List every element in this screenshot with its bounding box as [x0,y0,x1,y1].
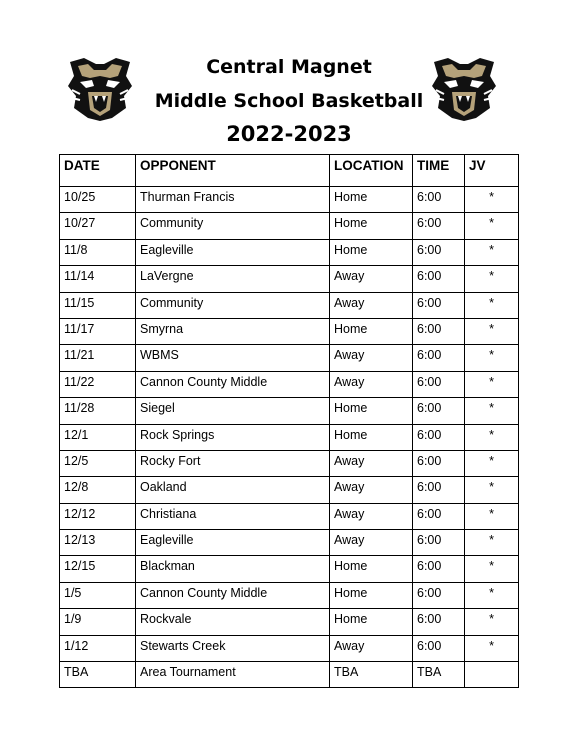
cell-date: 12/1 [60,424,136,450]
table-header-row [60,155,519,187]
cell-jv: * [465,398,519,424]
table-row [60,582,519,608]
cell-opponent: Community [136,292,330,318]
cell-jv: * [465,424,519,450]
cell-time: 6:00 [413,292,465,318]
cell-time: 6:00 [413,450,465,476]
cell-time: 6:00 [413,635,465,661]
cell-time: TBA [413,662,465,688]
cell-date: 10/27 [60,213,136,239]
cell-jv: * [465,635,519,661]
cell-jv [465,662,519,688]
cell-location: Away [330,503,413,529]
table-row [60,450,519,476]
table-row [60,503,519,529]
table-row [60,345,519,371]
column-header-jv: JV [465,155,519,187]
cell-time: 6:00 [413,345,465,371]
cell-opponent: Christiana [136,503,330,529]
cell-time: 6:00 [413,424,465,450]
cell-location: Home [330,609,413,635]
table-row [60,424,519,450]
cell-date: 11/21 [60,345,136,371]
cell-date: 11/28 [60,398,136,424]
cell-time: 6:00 [413,582,465,608]
cell-date: TBA [60,662,136,688]
cell-location: Home [330,582,413,608]
cell-jv: * [465,450,519,476]
cell-location: Away [330,371,413,397]
cell-location: Home [330,556,413,582]
cell-date: 11/17 [60,318,136,344]
table-row [60,556,519,582]
cell-date: 12/5 [60,450,136,476]
cell-date: 10/25 [60,187,136,213]
cell-date: 1/12 [60,635,136,661]
cell-date: 11/14 [60,266,136,292]
cell-opponent: WBMS [136,345,330,371]
cell-time: 6:00 [413,609,465,635]
cell-jv: * [465,213,519,239]
cell-location: Away [330,292,413,318]
cell-opponent: Eagleville [136,530,330,556]
cell-time: 6:00 [413,530,465,556]
cell-jv: * [465,292,519,318]
cell-location: Away [330,450,413,476]
cell-opponent: Thurman Francis [136,187,330,213]
cell-jv: * [465,477,519,503]
cell-time: 6:00 [413,187,465,213]
cell-location: Away [330,477,413,503]
cell-date: 11/8 [60,239,136,265]
cell-date: 1/9 [60,609,136,635]
schedule-table [59,154,519,688]
cell-date: 12/8 [60,477,136,503]
cell-date: 12/13 [60,530,136,556]
cell-opponent: Stewarts Creek [136,635,330,661]
cell-date: 12/12 [60,503,136,529]
cell-date: 12/15 [60,556,136,582]
table-row [60,266,519,292]
table-row [60,187,519,213]
cell-location: Home [330,239,413,265]
cell-jv: * [465,503,519,529]
cell-opponent: Siegel [136,398,330,424]
cell-jv: * [465,187,519,213]
column-header-date: DATE [60,155,136,187]
table-row [60,239,519,265]
table-row [60,213,519,239]
table-row [60,662,519,688]
cell-jv: * [465,530,519,556]
cell-time: 6:00 [413,556,465,582]
title-season: 2022-2023 [226,122,352,146]
cell-location: Away [330,266,413,292]
cell-jv: * [465,371,519,397]
cell-time: 6:00 [413,503,465,529]
table-row [60,371,519,397]
column-header-time: TIME [413,155,465,187]
title-team-name: Middle School Basketball [154,90,424,112]
cell-location: Home [330,213,413,239]
cell-time: 6:00 [413,371,465,397]
cell-time: 6:00 [413,266,465,292]
cell-location: TBA [330,662,413,688]
schedule-rows [60,187,519,688]
column-header-opponent: OPPONENT [136,155,330,187]
table-row [60,398,519,424]
cell-opponent: Rock Springs [136,424,330,450]
cell-date: 11/22 [60,371,136,397]
column-header-location: LOCATION [330,155,413,187]
cell-opponent: Oakland [136,477,330,503]
cell-opponent: Eagleville [136,239,330,265]
cell-opponent: Smyrna [136,318,330,344]
cell-opponent: LaVergne [136,266,330,292]
cell-location: Home [330,398,413,424]
cell-opponent: Cannon County Middle [136,582,330,608]
cell-location: Away [330,635,413,661]
cell-time: 6:00 [413,398,465,424]
cell-jv: * [465,345,519,371]
table-row [60,530,519,556]
cell-jv: * [465,318,519,344]
title-school-name: Central Magnet [206,56,372,78]
table-row [60,635,519,661]
cell-jv: * [465,266,519,292]
cell-location: Home [330,318,413,344]
cell-opponent: Cannon County Middle [136,371,330,397]
cell-time: 6:00 [413,239,465,265]
table-row [60,292,519,318]
table-row [60,477,519,503]
cell-time: 6:00 [413,477,465,503]
cell-jv: * [465,239,519,265]
cell-opponent: Area Tournament [136,662,330,688]
cell-opponent: Rocky Fort [136,450,330,476]
cell-opponent: Rockvale [136,609,330,635]
cell-time: 6:00 [413,318,465,344]
table-row [60,609,519,635]
table-row [60,318,519,344]
cell-location: Home [330,424,413,450]
cell-location: Home [330,187,413,213]
cell-jv: * [465,556,519,582]
cell-opponent: Community [136,213,330,239]
cell-date: 11/15 [60,292,136,318]
cell-time: 6:00 [413,213,465,239]
cell-date: 1/5 [60,582,136,608]
cell-jv: * [465,582,519,608]
cell-location: Away [330,530,413,556]
cell-opponent: Blackman [136,556,330,582]
cell-location: Away [330,345,413,371]
cell-jv: * [465,609,519,635]
